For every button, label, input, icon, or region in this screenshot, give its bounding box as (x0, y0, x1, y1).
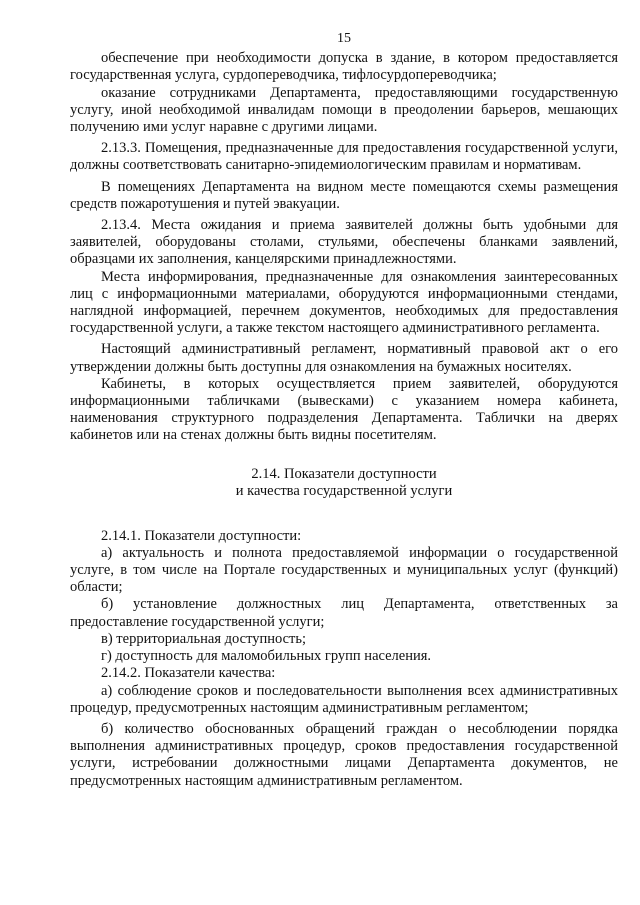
paragraph: а) актуальность и полнота предоставляемой информации о государственной услуге, в том числе на Портале государственных и муниципальных услуг (функций) области; (70, 544, 618, 596)
paragraph: 2.13.4. Места ожидания и приема заявителей должны быть удобными для заявителей, оборудованы столами, стульями, обеспечены бланками заявлений, образцами их заполнения, канцелярскими принадлежностями. (70, 217, 618, 268)
body-text-top (70, 50, 618, 444)
document-page (70, 30, 618, 790)
paragraph: оказание сотрудниками Департамента, предоставляющими государственную услугу, иной необходимой инвалидам помощи в преодолении барьеров, мешающих получению ими услуг наравне с другими лицами. (70, 84, 618, 136)
paragraph: Места информирования, предназначенные для ознакомления заинтересованных лиц с информационными материалами, оборудуются информационными стендами, наглядной информацией, перечнем документов, необходимых для предоставления государственной услуги, а также текстом настоящего административного регламента. (70, 268, 618, 337)
paragraph: г) доступность для маломобильных групп населения. (101, 648, 432, 665)
section-heading (70, 466, 618, 501)
section-heading-line: и качества государственной услуги (235, 483, 453, 500)
paragraph: б) количество обоснованных обращений граждан о несоблюдении порядка выполнения административных процедур, сроков предоставления государственной услуги, истребовании должностными лицами Департамента документов, не предусмотренных настоящим административным регламентом. (70, 720, 618, 789)
body-text-bottom (70, 528, 618, 790)
paragraph: 2.14.1. Показатели доступности: (101, 527, 302, 544)
paragraph: В помещениях Департамента на видном месте помещаются схемы размещения средств пожаротушения и путей эвакуации. (70, 178, 618, 212)
paragraph: Кабинеты, в которых осуществляется прием заявителей, оборудуются информационными табличками (вывесками) с указанием номера кабинета, наименования структурного подразделения Департамента. Таблички на дверях кабинетов или на стенах должны быть видны посетителям. (70, 375, 618, 444)
paragraph: 2.13.3. Помещения, предназначенные для предоставления государственной услуги, должны соответствовать санитарно-эпидемиологическим правилам и нормативам. (70, 140, 618, 174)
paragraph: б) установление должностных лиц Департамента, ответственных за предоставление государственной услуги; (70, 596, 618, 630)
paragraph: 2.14.2. Показатели качества: (101, 665, 276, 682)
paragraph: в) территориальная доступность; (101, 630, 307, 647)
page-number: 15 (337, 31, 351, 46)
section-heading-line: 2.14. Показатели доступности (251, 465, 437, 482)
paragraph: а) соблюдение сроков и последовательности выполнения всех административных процедур, предусмотренных настоящим административным регламентом; (70, 682, 618, 716)
paragraph: обеспечение при необходимости допуска в здание, в котором предоставляется государственная услуга, сурдопереводчика, тифлосурдопереводчика; (70, 50, 618, 84)
paragraph: Настоящий административный регламент, нормативный правовой акт о его утверждении должны быть доступны для ознакомления на бумажных носителях. (70, 341, 618, 375)
